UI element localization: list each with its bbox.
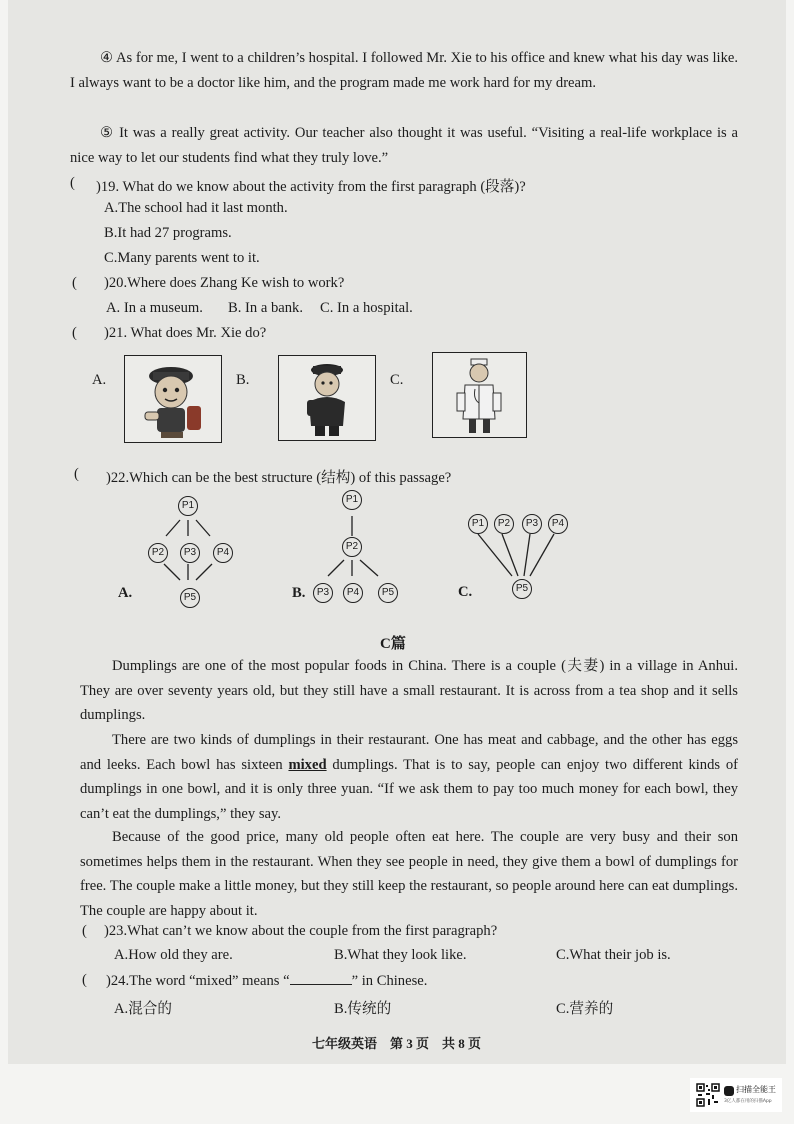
q19-option-b[interactable]: B.It had 27 programs. <box>104 225 232 241</box>
structure-a-p5: P5 <box>180 588 200 608</box>
highlighted-word-mixed: mixed <box>288 756 327 773</box>
structure-c-p4: P4 <box>548 514 568 534</box>
structure-c-p5: P5 <box>512 579 532 599</box>
para2-pre: There are two kinds of dumplings in their restaurant. One has meat and cabbage, and the other has eggs and leeks. Each bowl has sixteen <box>80 732 738 773</box>
page-footer: 七年级英语 第 3 页 共 8 页 <box>312 1036 482 1051</box>
q24-answer-blank[interactable] <box>290 972 352 985</box>
q21-option-a-label[interactable]: A. <box>92 372 107 388</box>
q21-option-a-image[interactable] <box>124 355 222 443</box>
passage-c-title: C篇 <box>380 636 406 652</box>
q19-paren[interactable]: ( <box>70 175 75 191</box>
q21-option-b-label[interactable]: B. <box>236 372 250 388</box>
structure-c-p1: P1 <box>468 514 488 534</box>
q20-stem: )20.Where does Zhang Ke wish to work? <box>104 275 345 291</box>
q19-option-c[interactable]: C.Many parents went to it. <box>104 250 260 266</box>
structure-b-p2: P2 <box>342 537 362 557</box>
structure-a-p1: P1 <box>178 496 198 516</box>
structure-b-p5: P5 <box>378 583 398 603</box>
scanner-subtitle: 3亿人都在用的扫描App <box>724 1099 772 1104</box>
qr-code-icon <box>696 1083 720 1107</box>
structure-b-p3: P3 <box>313 583 333 603</box>
q23-option-c[interactable]: C.What their job is. <box>556 947 671 963</box>
police-officer-icon <box>279 356 375 440</box>
passage-b-paragraph-4: ④ As for me, I went to a children’s hospital. I followed Mr. Xie to his office and knew what his day was like. I always want to be a doctor like him, and the program made me work hard for my dream. <box>70 50 738 91</box>
q23-option-b[interactable]: B.What they look like. <box>334 947 467 963</box>
q22-option-c-label[interactable]: C. <box>458 584 473 600</box>
q24-option-c[interactable]: C.营养的 <box>556 1001 614 1017</box>
q21-option-c-label[interactable]: C. <box>390 372 404 388</box>
q22-stem: )22.Which can be the best structure (结构) of this passage? <box>106 470 452 486</box>
q24-paren[interactable]: ( <box>82 972 87 988</box>
q21-paren[interactable]: ( <box>72 325 77 341</box>
q21-option-b-image[interactable] <box>278 355 376 441</box>
passage-c-paragraph-2 <box>80 728 738 826</box>
para2-post: dumplings. That is to say, people can enjoy two different kinds of dumplings in one bowl, and it is only three yuan. “If we ask them to pay too much money for each bowl, they can’t eat the dumplings,” they say. <box>80 756 738 822</box>
q21-option-c-image[interactable] <box>432 352 527 438</box>
q24-stem <box>106 972 427 990</box>
q24-stem-pre: )24.The word “mixed” means “ <box>106 973 290 989</box>
q21-stem: )21. What does Mr. Xie do? <box>104 325 267 341</box>
q22-option-b-label[interactable]: B. <box>292 585 306 601</box>
structure-b-p1: P1 <box>342 490 362 510</box>
doctor-icon <box>433 353 526 437</box>
q19-option-a[interactable]: A.The school had it last month. <box>104 200 288 216</box>
q23-option-a[interactable]: A.How old they are. <box>114 947 233 963</box>
q19-stem: )19. What do we know about the activity from the first paragraph (段落)? <box>96 179 526 195</box>
structure-c-p3: P3 <box>522 514 542 534</box>
structure-a-p3: P3 <box>180 543 200 563</box>
scanner-watermark <box>690 1078 782 1112</box>
q20-option-b[interactable]: B. In a bank. <box>228 300 303 316</box>
structure-c-p2: P2 <box>494 514 514 534</box>
passage-c-paragraph-3: Because of the good price, many old people often eat here. The couple are very busy and their son sometimes helps them in the restaurant. When they see people in need, they give them a bowl of dumplings for free. The couple make a little money, but they still keep the restaurant, so people around here can eat dumplings. The couple are happy about it. <box>80 829 738 919</box>
passage-b-paragraph-5: ⑤ It was a really great activity. Our teacher also thought it was useful. “Visiting a real-life workplace is a nice way to let our students find what they truly love.” <box>70 125 738 166</box>
scanner-label: 扫描全能王 <box>736 1085 776 1094</box>
q23-stem: )23.What can’t we know about the couple from the first paragraph? <box>104 923 498 939</box>
q22-option-a-label[interactable]: A. <box>118 585 133 601</box>
structure-a-p2: P2 <box>148 543 168 563</box>
q20-option-a[interactable]: A. In a museum. <box>106 300 203 316</box>
q24-option-a[interactable]: A.混合的 <box>114 1001 172 1017</box>
q24-stem-post: ” in Chinese. <box>351 973 428 989</box>
passage-c-paragraph-1: Dumplings are one of the most popular foods in China. There is a couple (夫妻) in a village in Anhui. They are over seventy years old, but they still have a small restaurant. It is across from a tea shop and it sells dumplings. <box>80 658 738 723</box>
q24-option-b[interactable]: B.传统的 <box>334 1001 392 1017</box>
structure-a-p4: P4 <box>213 543 233 563</box>
q23-paren[interactable]: ( <box>82 923 87 939</box>
police-child-icon <box>125 356 221 442</box>
camscanner-logo-icon <box>724 1086 734 1096</box>
q22-paren[interactable]: ( <box>74 466 79 482</box>
structure-c-lines <box>468 530 578 585</box>
q20-option-c[interactable]: C. In a hospital. <box>320 300 413 316</box>
exam-page <box>8 0 786 1064</box>
structure-b-p4: P4 <box>343 583 363 603</box>
q20-paren[interactable]: ( <box>72 275 77 291</box>
